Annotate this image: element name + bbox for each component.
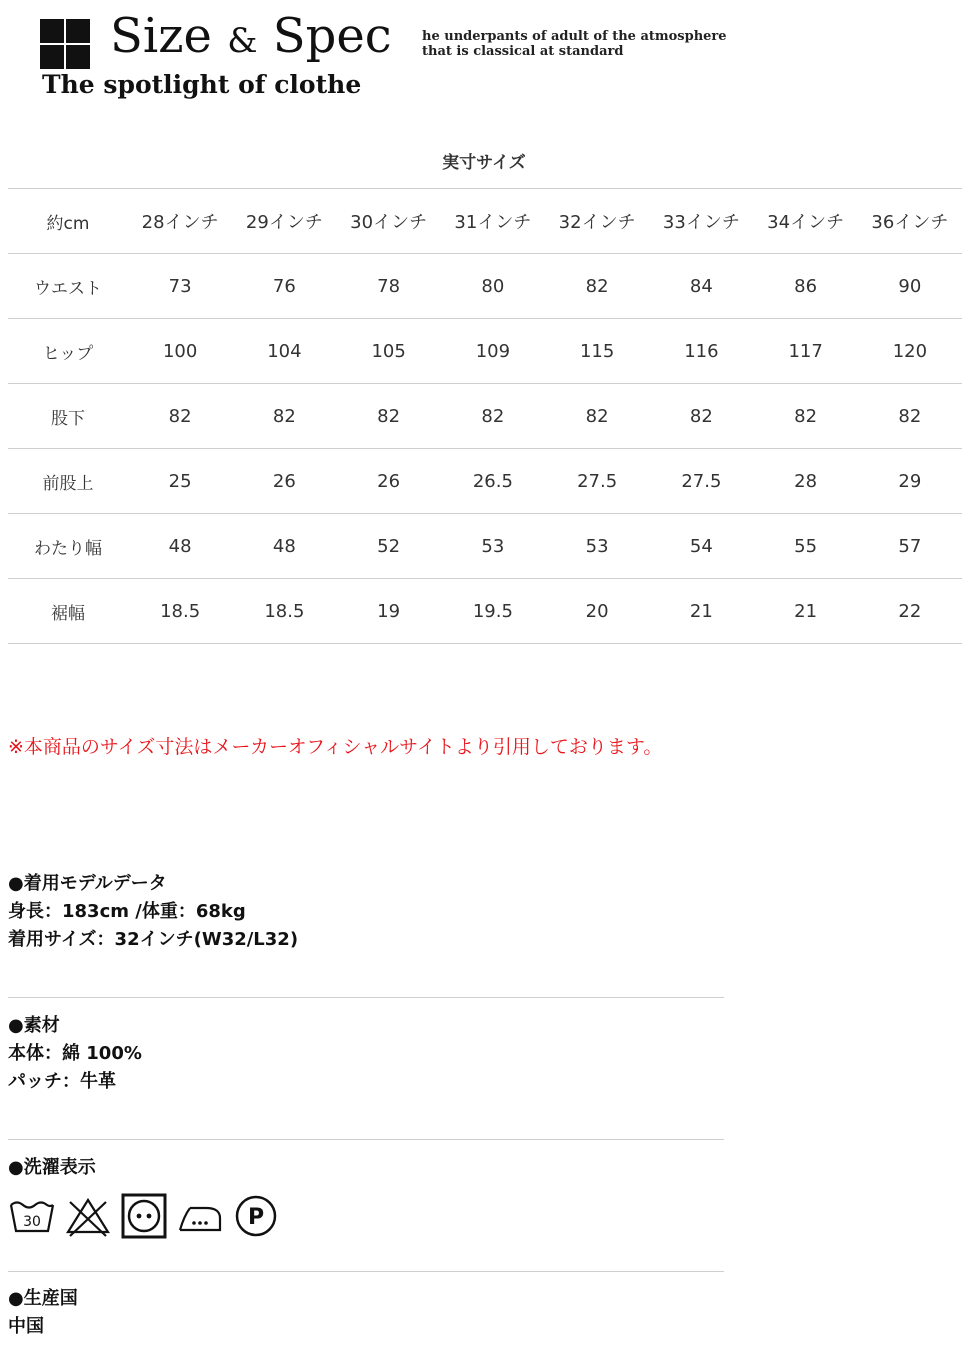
size-table <box>8 188 962 644</box>
model-heading: ●着用モデルデータ <box>8 873 167 894</box>
table-row <box>8 579 962 644</box>
size-column-header: 28インチ <box>128 189 232 254</box>
table-row <box>8 319 962 384</box>
table-cell: 80 <box>441 254 545 319</box>
logo-grid-icon <box>40 19 90 69</box>
model-data-section <box>8 870 724 954</box>
brand-subtitle: The spotlight of clothe <box>42 70 362 99</box>
table-cell: 116 <box>649 319 753 384</box>
table-cell: 117 <box>754 319 858 384</box>
row-label: ウエスト <box>8 254 128 319</box>
table-cell: 82 <box>441 384 545 449</box>
table-cell: 82 <box>232 384 336 449</box>
care-section <box>8 1154 724 1182</box>
size-column-header: 33インチ <box>649 189 753 254</box>
table-cell: 19.5 <box>441 579 545 644</box>
dry-clean-p-icon <box>232 1192 280 1240</box>
table-cell: 78 <box>337 254 441 319</box>
table-cell: 20 <box>545 579 649 644</box>
wash-temp-label: 30 <box>23 1214 41 1230</box>
model-wear-size: 着用サイズ：32インチ(W32/L32) <box>8 929 299 950</box>
unit-label: 約cm <box>8 189 128 254</box>
table-cell: 19 <box>337 579 441 644</box>
table-cell: 82 <box>128 384 232 449</box>
brand-spec: Spec <box>272 8 392 64</box>
table-cell: 57 <box>858 514 962 579</box>
wash-30-icon <box>8 1192 56 1240</box>
table-row <box>8 449 962 514</box>
divider <box>8 1271 724 1272</box>
table-cell: 18.5 <box>128 579 232 644</box>
table-cell: 73 <box>128 254 232 319</box>
divider <box>8 997 724 998</box>
table-cell: 27.5 <box>545 449 649 514</box>
origin-value: 中国 <box>8 1316 44 1337</box>
row-label: ヒップ <box>8 319 128 384</box>
table-cell: 105 <box>337 319 441 384</box>
table-cell: 53 <box>441 514 545 579</box>
table-cell: 100 <box>128 319 232 384</box>
table-cell: 22 <box>858 579 962 644</box>
table-cell: 28 <box>754 449 858 514</box>
table-cell: 82 <box>337 384 441 449</box>
size-notice: ※本商品のサイズ寸法はメーカーオフィシャルサイトより引用しております。 <box>8 736 663 758</box>
table-cell: 86 <box>754 254 858 319</box>
table-cell: 18.5 <box>232 579 336 644</box>
table-cell: 26 <box>232 449 336 514</box>
table-cell: 25 <box>128 449 232 514</box>
table-cell: 82 <box>545 254 649 319</box>
brand-title <box>110 8 392 64</box>
table-cell: 82 <box>545 384 649 449</box>
material-body: 本体：綿 100% <box>8 1043 142 1064</box>
table-cell: 115 <box>545 319 649 384</box>
origin-section <box>8 1285 724 1341</box>
table-cell: 82 <box>649 384 753 449</box>
brand-main: Size <box>110 8 212 64</box>
tagline <box>422 29 742 59</box>
size-column-header: 30インチ <box>337 189 441 254</box>
table-cell: 26 <box>337 449 441 514</box>
table-cell: 120 <box>858 319 962 384</box>
row-label: 股下 <box>8 384 128 449</box>
header <box>0 0 980 120</box>
row-label: 前股上 <box>8 449 128 514</box>
size-column-header: 32インチ <box>545 189 649 254</box>
row-label: 裾幅 <box>8 579 128 644</box>
table-row <box>8 514 962 579</box>
size-column-header: 31インチ <box>441 189 545 254</box>
size-column-header: 34インチ <box>754 189 858 254</box>
tagline-line-1: he underpants of adult of the atmosphere <box>422 29 727 44</box>
table-cell: 109 <box>441 319 545 384</box>
table-cell: 29 <box>858 449 962 514</box>
no-bleach-icon <box>64 1192 112 1240</box>
tagline-line-2: that is classical at standard <box>422 44 624 59</box>
table-cell: 48 <box>128 514 232 579</box>
material-patch: パッチ：牛革 <box>8 1071 116 1092</box>
table-cell: 90 <box>858 254 962 319</box>
brand-amp: & <box>227 21 258 61</box>
table-cell: 53 <box>545 514 649 579</box>
model-height-weight: 身長：183cm /体重：68kg <box>8 901 246 922</box>
table-row <box>8 384 962 449</box>
size-table-caption: 実寸サイズ <box>442 153 526 173</box>
table-cell: 52 <box>337 514 441 579</box>
table-cell: 48 <box>232 514 336 579</box>
table-cell: 27.5 <box>649 449 753 514</box>
table-cell: 76 <box>232 254 336 319</box>
dry-clean-letter: P <box>247 1205 265 1230</box>
tumble-dry-icon <box>120 1192 168 1240</box>
table-cell: 54 <box>649 514 753 579</box>
table-row <box>8 254 962 319</box>
care-icons <box>8 1192 280 1240</box>
care-heading: ●洗濯表示 <box>8 1157 96 1178</box>
size-column-header: 29インチ <box>232 189 336 254</box>
table-cell: 26.5 <box>441 449 545 514</box>
table-cell: 84 <box>649 254 753 319</box>
table-cell: 82 <box>754 384 858 449</box>
table-cell: 82 <box>858 384 962 449</box>
table-cell: 104 <box>232 319 336 384</box>
iron-medium-icon <box>176 1192 224 1240</box>
material-heading: ●素材 <box>8 1015 60 1036</box>
material-section <box>8 1012 724 1096</box>
size-column-header: 36インチ <box>858 189 962 254</box>
divider <box>8 1139 724 1140</box>
size-table-header-row <box>8 189 962 254</box>
origin-heading: ●生産国 <box>8 1288 78 1309</box>
row-label: わたり幅 <box>8 514 128 579</box>
table-cell: 55 <box>754 514 858 579</box>
table-cell: 21 <box>754 579 858 644</box>
table-cell: 21 <box>649 579 753 644</box>
